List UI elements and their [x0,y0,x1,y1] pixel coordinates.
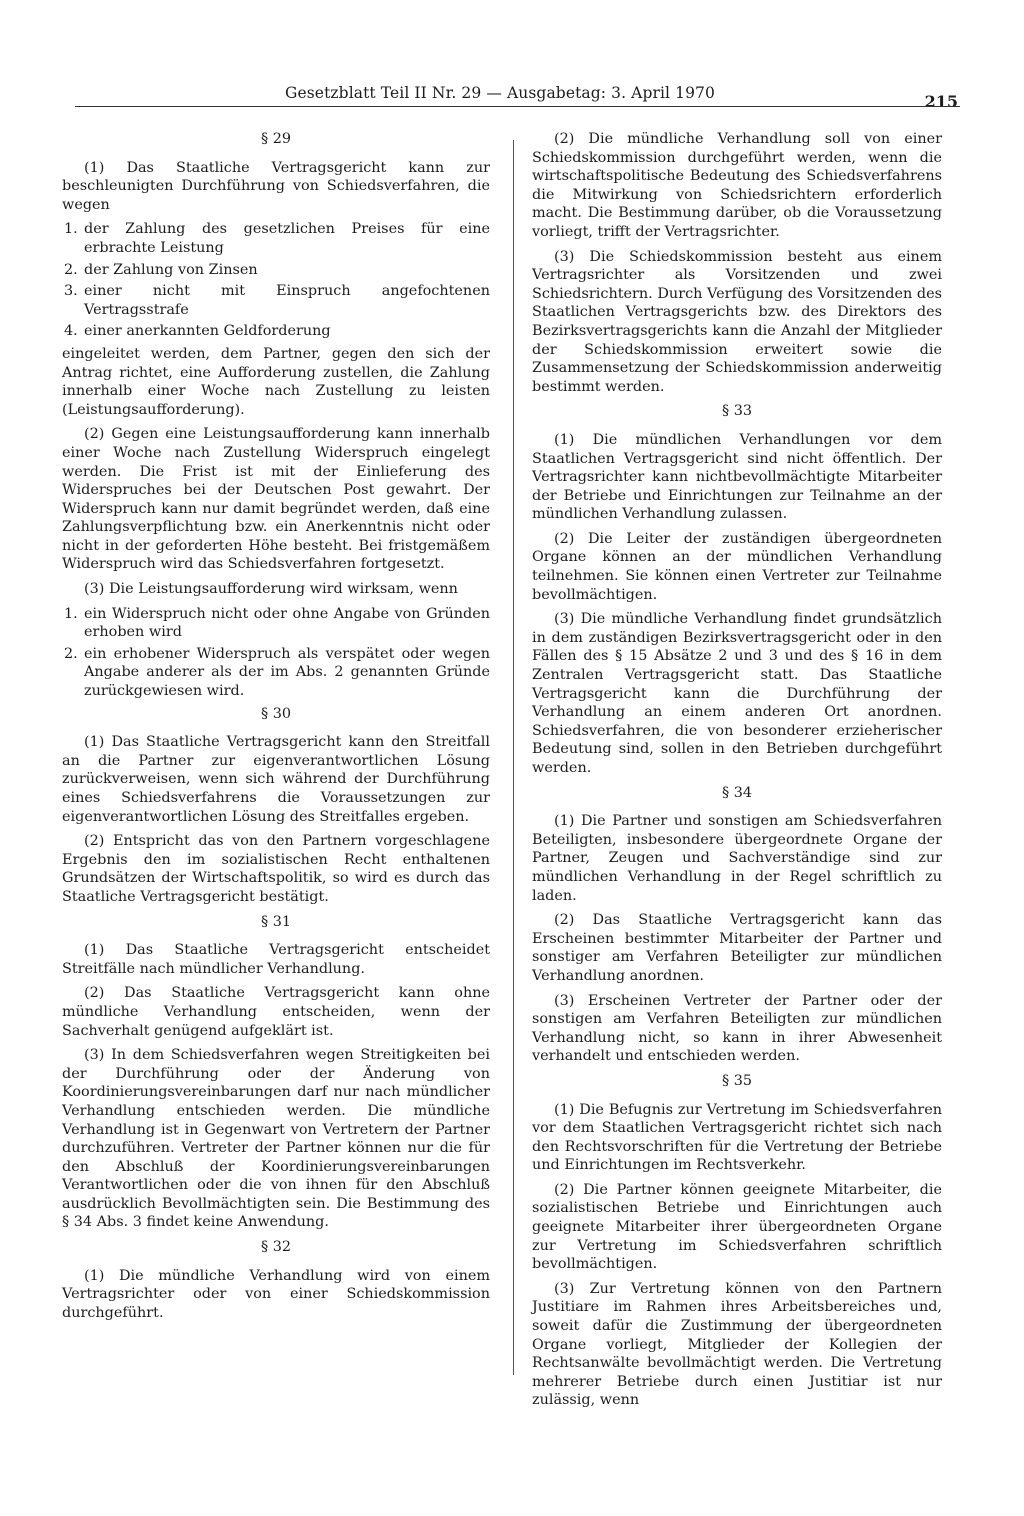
section-heading: § 32 [260,1239,292,1256]
page-number: 215 [924,92,958,111]
list-item [62,605,490,642]
list-text: einer anerkannten Geldforderung [84,323,331,340]
paragraph: (2) Die Leiter der zuständigen übergeordneten Organe können an der mündlichen Verhandlung teilnehmen. Sie können einen Vertreter zur Teilnahme bevollmächtigen. [532,530,942,603]
paragraph: (3) Die Schiedskommission besteht aus einem Vertragsrichter als Vorsitzenden und zwei Schiedsrichtern. Durch Verfügung des Vorsitzenden des Staatlichen Vertragsgerichts bzw. des Direktors des Bezirksvertragsgerichts kann die Anzahl der Mitglieder der Schiedskommission erweitert sowie die Zusammensetzung der Schiedskommission anderweitig bestimmt werden. [532,248,942,395]
section-heading: § 30 [260,705,292,722]
paragraph: (2) Das Staatliche Vertragsgericht kann ohne mündliche Verhandlung entscheiden, wenn der Sachverhalt genügend aufgeklärt ist. [62,985,490,1039]
paragraph: (3) Erscheinen Vertreter der Partner oder der sonstigen am Verfahren Beteiligten zur mündlichen Verhandlung nicht, so kann in ihrer Abwesenheit verhandelt und entschieden werden. [532,992,942,1065]
list-number: 3. [64,283,78,300]
paragraph: (1) Das Staatliche Vertragsgericht kann zur beschleunigten Durchführung von Schiedsverfahren, die wegen [62,159,490,213]
list-item [62,282,490,319]
section-30 [62,705,490,907]
section-29 [62,130,490,701]
list-item [62,261,490,280]
list-number: 4. [64,323,78,340]
left-column [62,130,490,1328]
list-text: ein erhobener Widerspruch als verspätet oder wegen Angabe anderer als der im Abs. 2 genannten Gründe zurückgewiesen wird. [84,645,490,700]
paragraph: eingeleitet werden, dem Partner, gegen den sich der Antrag richtet, eine Aufforderung zustellen, die Zahlung innerhalb einer Woche nach Zustellung zu leisten (Leistungsaufforderung). [62,345,490,418]
section-heading: § 29 [260,131,292,147]
section-35 [532,1072,942,1410]
paragraph: (1) Das Staatliche Vertragsgericht kann den Streitfall an die Partner zur eigenverantwortlichen Lösung zurückverweisen, wenn sich während der Durchführung eines Schiedsverfahrens die Voraussetzungen zur eigenverantwortlichen Lösung des Streitfalles ergeben. [62,734,490,825]
section-33 [532,402,942,777]
section-heading: § 31 [260,913,292,930]
paragraph: (1) Die mündliche Verhandlung wird von einem Vertragsrichter oder von einer Schiedskommission durchgeführt. [62,1267,490,1321]
paragraph: (1) Die Partner und sonstigen am Schiedsverfahren Beteiligten, insbesondere übergeordnete Organe der Partner, Zeugen und Sachverständige sind zur mündlichen Verhandlung in der Regel schriftlich zu laden. [532,813,942,904]
list-number: 1. [64,605,78,622]
paragraph: (2) Das Staatliche Vertragsgericht kann das Erscheinen bestimmter Mitarbeiter der Partner und sonstiger am Verfahren Beteiligter zur mündlichen Verhandlung anordnen. [532,912,942,984]
section-heading: § 34 [721,784,753,801]
right-column [532,130,942,1416]
list-item [62,322,490,341]
numbered-list [62,220,490,341]
list-text: der Zahlung von Zinsen [84,261,258,278]
list-item [62,220,490,257]
list-number: 2. [64,645,78,662]
paragraph: (3) Die Leistungsaufforderung wird wirksam, wenn [84,581,458,598]
numbered-list [62,605,490,701]
header-rule [75,106,960,107]
paragraph: (2) Gegen eine Leistungsaufforderung kann innerhalb einer Woche nach Zustellung Widerspruch eingelegt werden. Die Frist ist mit der Einlieferung des Widerspruches bei der Deutschen Post gewahrt. Der Widerspruch kann nur damit begründet werden, daß eine Zahlungsverpflichtung bzw. ein Anerkenntnis nicht oder nicht in der geforderten Höhe besteht. Bei fristgemäßem Widerspruch wird das Schiedsverfahren fortgesetzt. [62,426,490,573]
list-number: 2. [64,261,78,278]
list-item [62,645,490,701]
column-divider [513,140,514,1375]
section-heading: § 35 [721,1072,753,1089]
paragraph: (1) Die Befugnis zur Vertretung im Schiedsverfahren vor dem Staatlichen Vertragsgericht richtet sich nach den Rechtsvorschriften für die Vertretung der Betriebe und Einrichtungen im Rechtsverkehr. [532,1101,942,1174]
list-number: 1. [64,221,78,238]
paragraph: (2) Entspricht das von den Partnern vorgeschlagene Ergebnis den im sozialistischen Recht enthaltenen Grundsätzen der Wirtschaftspolitik, so wird es durch das Staatliche Vertragsgericht bestätigt. [62,833,490,905]
paragraph: (2) Die Partner können geeignete Mitarbeiter, die sozialistischen Betriebe und Einrichtungen auch geeignete Mitarbeiter ihrer übergeordneten Organe zur Vertretung im Schiedsverfahren schriftlich bevollmächtigen. [532,1181,942,1273]
list-text: der Zahlung des gesetzlichen Preises für eine erbrachte Leistung [84,221,490,256]
section-32-continued [532,130,942,396]
section-32 [62,1238,490,1322]
list-text: ein Widerspruch nicht oder ohne Angabe von Gründen erhoben wird [84,605,490,641]
section-31 [62,913,490,1233]
paragraph: (1) Das Staatliche Vertragsgericht entscheidet Streitfälle nach mündlicher Verhandlung. [62,942,490,977]
section-34 [532,784,942,1066]
paragraph: (3) Zur Vertretung können von den Partnern Justitiare im Rahmen ihres Arbeitsbereiches und, soweit dafür die Zustimmung der übergeordneten Organe vorliegt, Mitglieder der Kollegien der Rechtsanwälte bevollmächtigt werden. Die Vertretung mehrerer Betriebe durch einen Justitiar ist nur zulässig, wenn [532,1280,942,1409]
paragraph: (3) In dem Schiedsverfahren wegen Streitigkeiten bei der Durchführung oder der Änderung von Koordinierungsvereinbarungen darf nur nach mündlicher Verhandlung entschieden werden. Die mündliche Verhandlung ist in Gegenwart von Vertretern der Partner durchzuführen. Vertreter der Partner können nur die für den Abschluß der Koordinierungsvereinbarungen Verantwortlichen oder die von ihnen für den Abschluß ausdrücklich Bevollmächtigten sein. Die Bestimmung des § 34 Abs. 3 findet keine Anwendung. [62,1047,490,1231]
paragraph: (2) Die mündliche Verhandlung soll von einer Schiedskommission durchgeführt werden, wenn die wirtschaftspolitische Bedeutung des Schiedsverfahrens die Mitwirkung von Schiedsrichtern erforderlich macht. Die Bestimmung darüber, ob die Voraussetzung vorliegt, trifft der Vertragsrichter. [532,131,942,240]
gazette-title: Gesetzblatt Teil II Nr. 29 — Ausgabetag: 3. April 1970 [285,84,715,102]
paragraph: (3) Die mündliche Verhandlung findet grundsätzlich in dem zuständigen Bezirksvertragsgericht oder in den Fällen des § 15 Absätze 2 und 3 und des § 16 in dem Zentralen Vertragsgericht statt. Das Staatliche Vertragsgericht kann die Durchführung der Verhandlung an einem anderen Ort anordnen. Schiedsverfahren, die von besonderer erzieherischer Bedeutung sind, sollen in den Betrieben durchgeführt werden. [532,611,942,776]
paragraph: (1) Die mündlichen Verhandlungen vor dem Staatlichen Vertragsgericht sind nicht öffentlich. Der Vertragsrichter kann nichtbevollmächtigte Mitarbeiter der Betriebe und Einrichtungen zur Teilnahme an der mündlichen Verhandlung zulassen. [532,431,942,523]
section-heading: § 33 [721,403,753,420]
list-text: einer nicht mit Einspruch angefochtenen Vertragsstrafe [84,283,490,318]
